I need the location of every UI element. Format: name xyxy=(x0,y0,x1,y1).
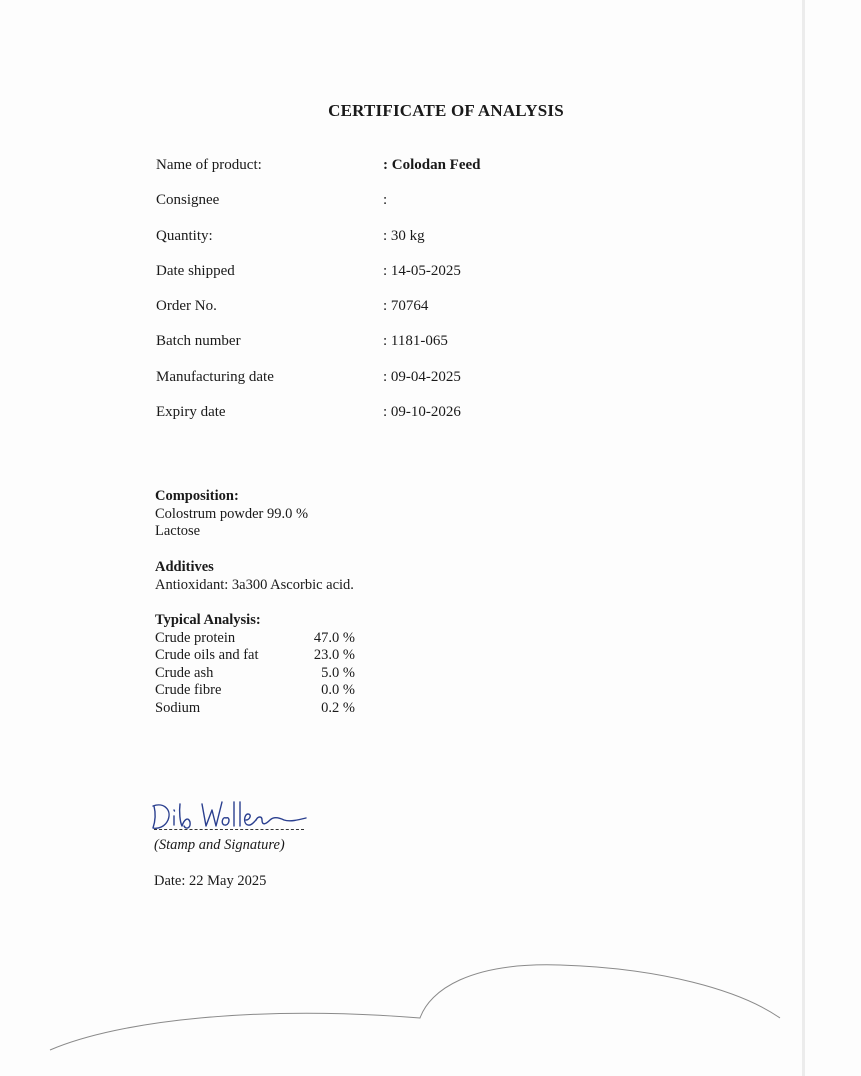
analysis-row xyxy=(155,630,355,648)
handwritten-signature xyxy=(150,796,310,836)
analysis-heading: Typical Analysis: xyxy=(155,612,261,628)
field-value: : 1181-065 xyxy=(383,333,448,349)
field-label: Quantity: xyxy=(156,228,213,244)
field-value: : 09-04-2025 xyxy=(383,369,461,385)
document-title: CERTIFICATE OF ANALYSIS xyxy=(328,101,564,120)
analysis-name: Crude fibre xyxy=(155,682,222,698)
field-label: Date shipped xyxy=(156,263,235,279)
field-label: Name of product: xyxy=(156,157,262,173)
analysis-row xyxy=(155,665,355,683)
field-label: Manufacturing date xyxy=(156,369,274,385)
analysis-row xyxy=(155,647,355,665)
field-label: Consignee xyxy=(156,192,220,208)
additives-section xyxy=(155,559,354,594)
signature-date: Date: 22 May 2025 xyxy=(154,873,267,889)
page-edge xyxy=(802,0,805,1076)
analysis-value: 23.0 % xyxy=(313,647,355,663)
field-value: : 14-05-2025 xyxy=(383,263,461,279)
analysis-name: Crude protein xyxy=(155,629,236,646)
field-label: Expiry date xyxy=(156,404,226,420)
analysis-row xyxy=(155,682,355,700)
signature-caption: (Stamp and Signature) xyxy=(154,837,285,853)
analysis-value: 47.0 % xyxy=(313,629,355,646)
signature-line xyxy=(154,829,304,830)
composition-section xyxy=(155,488,308,541)
field-label: Batch number xyxy=(156,333,241,349)
analysis-section xyxy=(155,612,355,717)
additives-heading: Additives xyxy=(155,559,214,575)
field-value: : Colodan Feed xyxy=(383,157,481,173)
analysis-name: Crude oils and fat xyxy=(155,647,259,663)
footer-decorative-curve xyxy=(0,950,861,1076)
additives-line: Antioxidant: 3a300 Ascorbic acid. xyxy=(155,576,354,593)
field-label: Order No. xyxy=(156,298,217,314)
field-value: : xyxy=(383,192,388,208)
composition-heading: Composition: xyxy=(155,488,239,504)
field-value: : 30 kg xyxy=(383,228,425,244)
analysis-name: Crude ash xyxy=(155,664,214,681)
analysis-value: 0.0 % xyxy=(321,682,355,698)
analysis-value: 5.0 % xyxy=(321,664,355,681)
analysis-row xyxy=(155,700,355,718)
composition-line: Lactose xyxy=(155,523,201,539)
analysis-value: 0.2 % xyxy=(321,699,355,716)
field-value: : 09-10-2026 xyxy=(383,404,461,420)
composition-line: Colostrum powder 99.0 % xyxy=(155,505,309,522)
field-value: : 70764 xyxy=(383,298,429,314)
analysis-name: Sodium xyxy=(155,699,201,716)
